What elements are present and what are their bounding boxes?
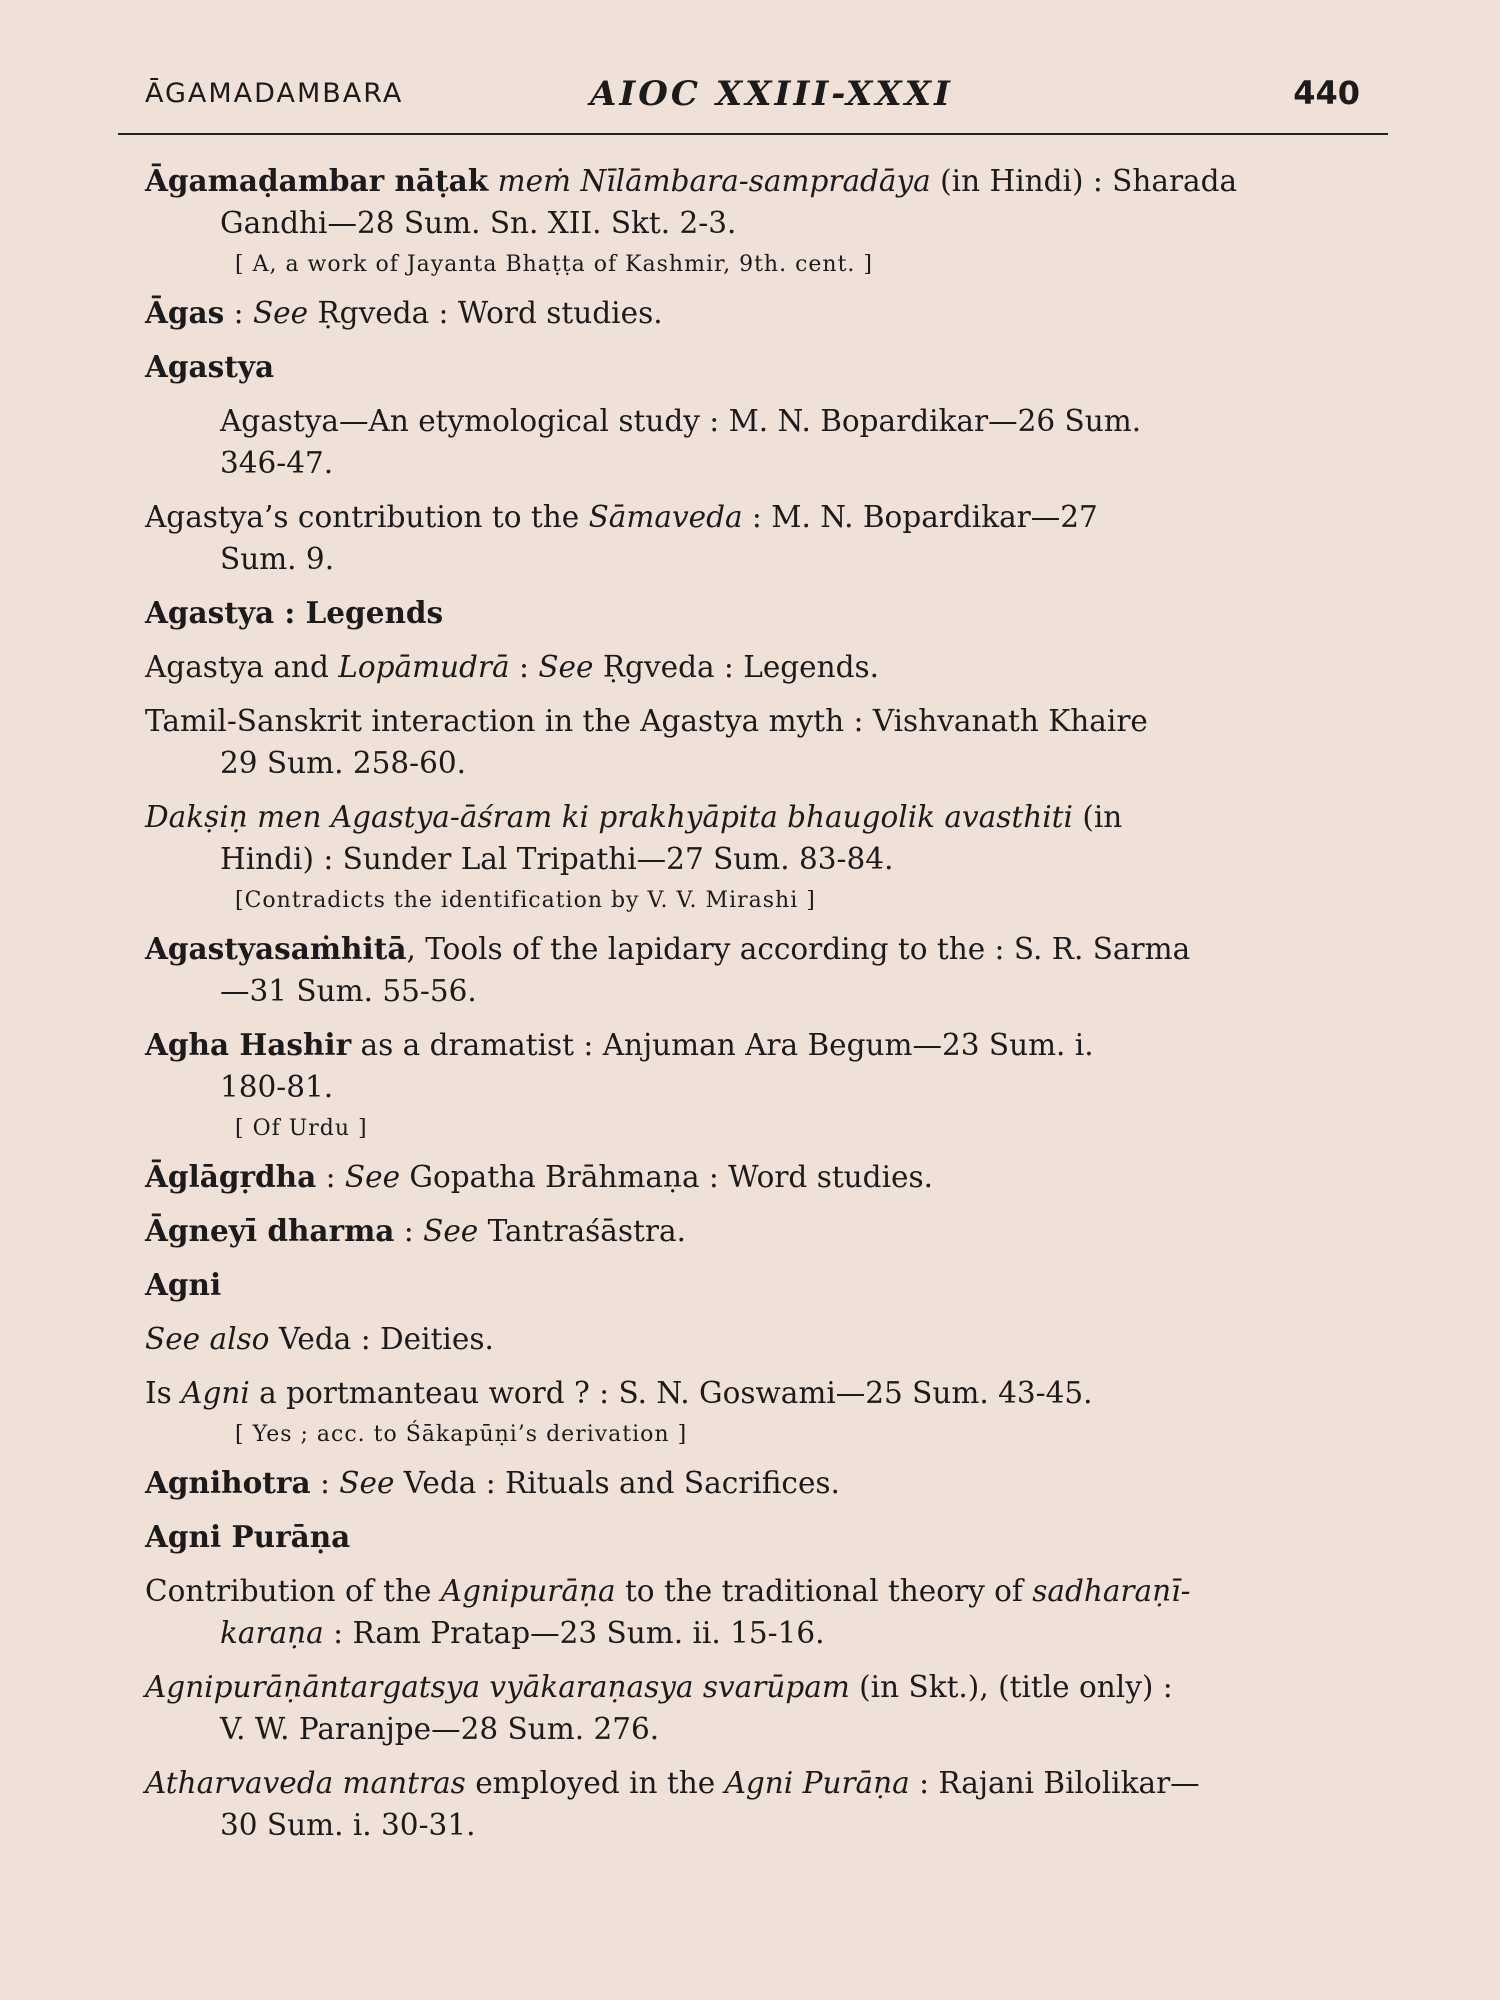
- entry-text: : M. N. Bopardikar—27: [742, 500, 1098, 534]
- entry-text: , Tools of the lapidary according to the : S. R. Sarma: [406, 932, 1191, 966]
- entry-text: :: [310, 1466, 340, 1500]
- entry-note: [ A, a work of Jayanta Bhaṭṭa of Kashmir, 9th. cent. ]: [235, 252, 873, 277]
- entry-text: Agastya—An etymological study : M. N. Bopardikar—26 Sum.: [220, 404, 1142, 438]
- entry-text: to the traditional theory of: [615, 1574, 1033, 1608]
- see-reference: See: [423, 1214, 479, 1248]
- index-entry: [145, 1156, 1360, 1198]
- entry-citation: 346-47.: [220, 446, 334, 480]
- index-entry: [145, 292, 1360, 334]
- entry-text: Agastya and: [145, 650, 339, 684]
- entry-citation: 29 Sum. 258-60.: [220, 746, 467, 780]
- entry-title: Agni: [181, 1376, 250, 1410]
- entry-title: Dakṣiṇ men Agastya-āśram ki prakhyāpita bhaugolik avasthiti: [145, 800, 1073, 834]
- entry-keyword: Agastyasaṁhitā: [145, 931, 407, 966]
- entry-citation: 30 Sum. i. 30-31.: [220, 1808, 476, 1842]
- entry-title: Agnipurāṇāntargatsya vyākaraṇasya svarūpam: [145, 1670, 850, 1704]
- entry-text: Veda : Rituals and Sacrifices.: [394, 1466, 840, 1500]
- entry-text: (in Skt.), (title only) :: [849, 1670, 1173, 1704]
- entry-title: Atharvaveda mantras: [145, 1766, 466, 1800]
- entry-text: Agastya’s contribution to the: [145, 500, 589, 534]
- index-entry: [145, 700, 1360, 784]
- see-reference: See: [339, 1466, 395, 1500]
- entry-text: (in: [1072, 800, 1123, 834]
- entry-title: meṁ Nīlāmbara-sampradāya: [497, 164, 931, 198]
- entry-text: : Rajani Bilolikar—: [909, 1766, 1200, 1800]
- index-entry: [145, 646, 1360, 688]
- index-entry: [145, 1462, 1360, 1504]
- entry-text: :: [394, 1214, 424, 1248]
- index-entry: [145, 1372, 1360, 1414]
- entry-keyword: Āgamaḍambar nāṭak: [145, 163, 489, 198]
- entry-text: Tamil-Sanskrit interaction in the Agastya myth : Vishvanath Khaire: [145, 704, 1148, 738]
- entry-text: Ṛgveda : Word studies.: [308, 296, 663, 330]
- entry-citation: Hindi) : Sunder Lal Tripathi—27 Sum. 83-84.: [220, 842, 894, 876]
- entry-keyword: Āgneyī dharma: [145, 1213, 395, 1248]
- entry-text: Veda : Deities.: [269, 1322, 494, 1356]
- entry-citation: : Ram Pratap—23 Sum. ii. 15-16.: [323, 1616, 825, 1650]
- subject-heading: Agni: [145, 1267, 222, 1302]
- entry-keyword: Agha Hashir: [145, 1027, 352, 1062]
- entry-text: Contribution of the: [145, 1574, 441, 1608]
- index-entry: [145, 796, 1360, 880]
- entry-title: sadharaṇī-: [1032, 1574, 1191, 1608]
- entry-note: [ Yes ; acc. to Śākapūṇi’s derivation ]: [235, 1422, 688, 1447]
- index-entry: [220, 400, 1360, 484]
- entry-text: employed in the: [465, 1766, 725, 1800]
- index-entry: [145, 1570, 1360, 1654]
- header-rule: [118, 133, 1388, 135]
- see-reference: See: [538, 650, 594, 684]
- entry-text: Tantraśāstra.: [478, 1214, 686, 1248]
- index-entry: [145, 160, 1360, 244]
- subject-heading: Agni Purāṇa: [145, 1519, 351, 1554]
- entry-citation: Gandhi—28 Sum. Sn. XII. Skt. 2-3.: [220, 206, 737, 240]
- entry-note: [Contradicts the identification by V. V. Mirashi ]: [235, 888, 816, 913]
- entry-text: :: [224, 296, 253, 330]
- entry-title: Agni Purāṇa: [724, 1766, 910, 1800]
- index-entry: [145, 1762, 1360, 1846]
- entry-keyword: Āgas: [145, 295, 225, 330]
- entry-text: Gopatha Brāhmaṇa : Word studies.: [400, 1160, 933, 1194]
- index-entry: [145, 496, 1360, 580]
- entry-citation: V. W. Paranjpe—28 Sum. 276.: [220, 1712, 660, 1746]
- entry-text: :: [509, 650, 539, 684]
- index-entry: [145, 928, 1360, 1012]
- index-entry: [145, 1024, 1360, 1108]
- page-number: 440: [1293, 74, 1360, 112]
- entry-text: Ṛgveda : Legends.: [593, 650, 880, 684]
- entry-text: Is: [145, 1376, 182, 1410]
- see-reference: See: [252, 296, 309, 330]
- entry-title: Lopāmudrā: [338, 650, 510, 684]
- entry-citation: Sum. 9.: [220, 542, 335, 576]
- entry-keyword: Āglāgṛdha: [145, 1159, 317, 1194]
- running-header: [115, 74, 1360, 114]
- entry-text: (in Hindi) : Sharada: [930, 164, 1238, 198]
- entry-title: Sāmaveda: [588, 500, 743, 534]
- entry-text: a portmanteau word ? : S. N. Goswami—25 Sum. 43-45.: [249, 1376, 1093, 1410]
- subject-heading: Agastya: [145, 349, 275, 384]
- see-reference: See: [344, 1160, 401, 1194]
- index-entry: [145, 1318, 1360, 1360]
- index-entries: [145, 160, 1360, 1858]
- subject-heading: Agastya : Legends: [145, 595, 444, 630]
- entry-title: Agnipurāṇa: [440, 1574, 616, 1608]
- entry-text: as a dramatist : Anjuman Ara Begum—23 Sum. i.: [351, 1028, 1094, 1062]
- header-section-title: ĀGAMADAMBARA: [145, 78, 404, 109]
- entry-keyword: Agnihotra: [145, 1465, 311, 1500]
- entry-text: :: [316, 1160, 345, 1194]
- entry-note: [ Of Urdu ]: [235, 1116, 368, 1141]
- index-entry: [145, 1210, 1360, 1252]
- index-entry: [145, 1666, 1360, 1750]
- entry-citation: 180-81.: [220, 1070, 334, 1104]
- see-also-reference: See also: [145, 1322, 270, 1356]
- header-volume-title: AIOC XXIII-XXXI: [590, 74, 953, 114]
- entry-citation: —31 Sum. 55-56.: [220, 974, 477, 1008]
- entry-title: karaṇa: [220, 1616, 324, 1650]
